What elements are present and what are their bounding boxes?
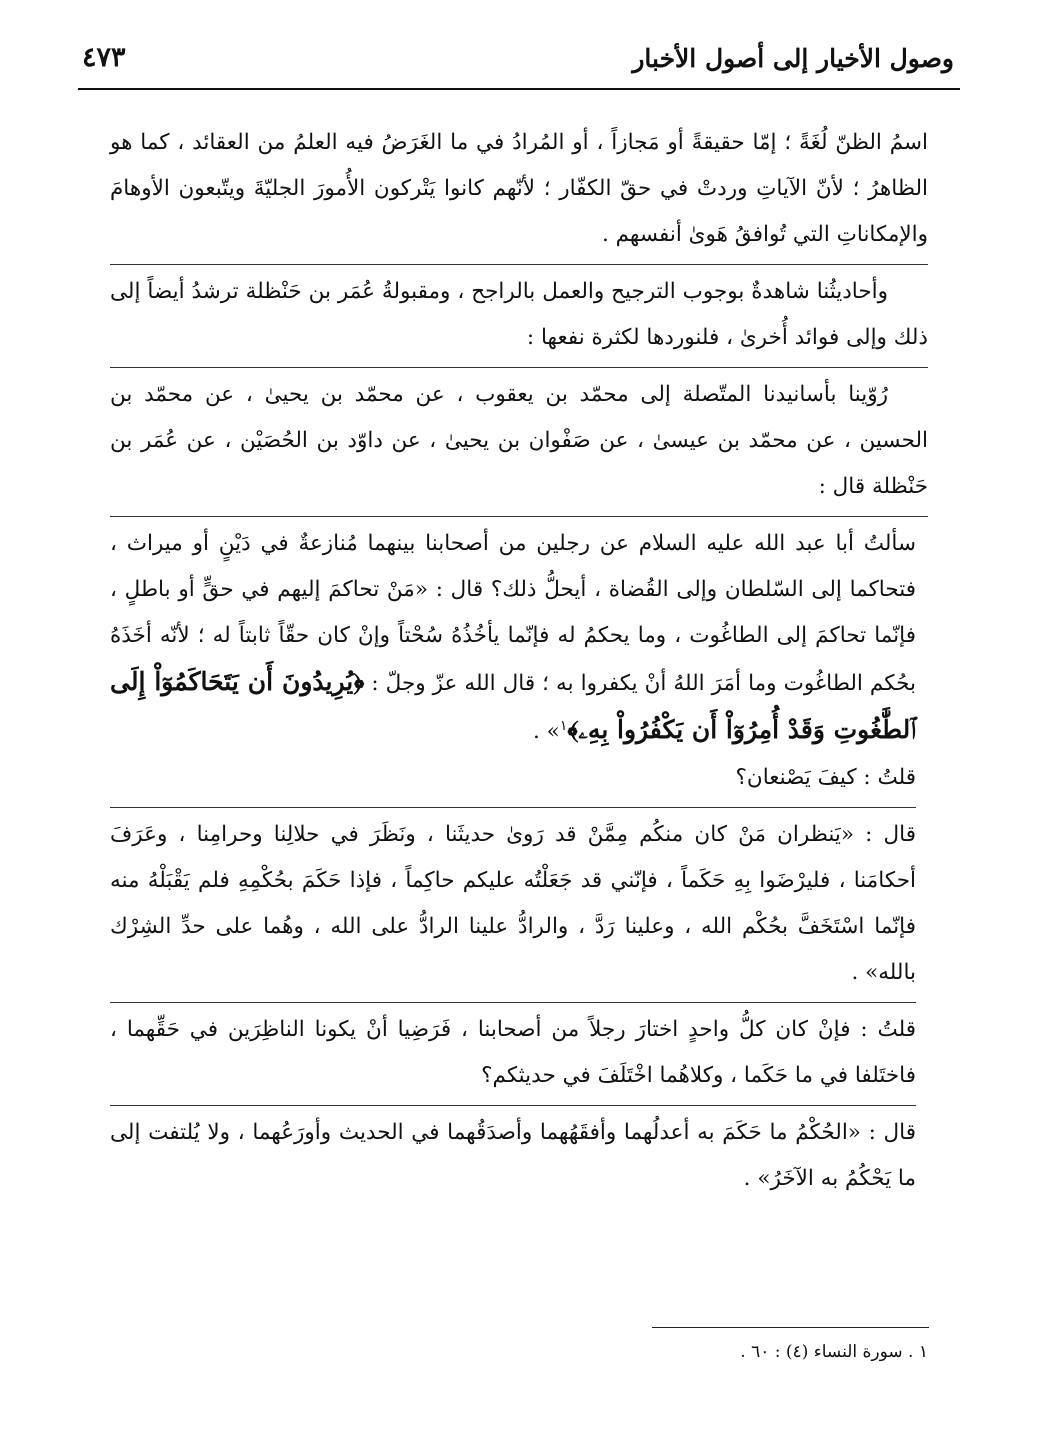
paragraph-1: اسمُ الظنّ لُغَةً ؛ إمّا حقيقةً أو مَجازاً ، أو المُرادُ في ما الغَرَضُ فيه العلمُ من العقائد ، كما هو الظاهرُ ؛ لأنّ الآياتِ وردتْ في حقّ الكفّار ؛ لأنّهم كانوا يَتْركون الأُمورَ الجليّةَ ويتّبعون الأوهامَ والإمكاناتِ التي تُوافقُ هَوىٰ أنفسهم .	[110, 130, 928, 247]
page-number: ٤٧٣	[82, 42, 126, 73]
hadith-text-before-verse: سألتُ أبا عبد الله عليه السلام عن رجلين من أصحابنا بينهما مُنازعةٌ في دَيْنٍ أو ميراث ، فتحاكما إلى السّلطان وإلى القُضاة ، أيحلُّ ذلك؟ قال : «مَنْ تحاكمَ إليهم في حقٍّ أو باطلٍ ، فإنّما تحاكمَ إلى الطاغُوت ، وما يحكمُ له فإنّما يأخُذُهُ سُحْتاً وإنْ كان حقّاً ثابتاً له ؛ لأنّه أخَذَهُ بحُكم الطاغُوت وما أمَرَ اللهُ أنْ يكفروا به ؛ قال الله عزّ وجلّ :	[110, 531, 916, 696]
hadith-question-3: قلتُ : فإنْ كان كلُّ واحدٍ اختارَ رجلاً من أصحابنا ، فَرَضِيا أنْ يكونا الناظِرَين في حَقِّهما ، فاختَلفا في ما حَكَما ، وكلاهُما اخْتَلَفَ في حديثكم؟	[110, 1017, 916, 1088]
footnote-rule	[652, 1327, 929, 1328]
section-divider	[110, 1002, 916, 1003]
hadith-block	[110, 521, 928, 1202]
hadith-question-1	[110, 521, 916, 755]
running-title: وصول الأخيار إلى أصول الأخبار	[632, 44, 954, 73]
footnote-ref[interactable]: ١	[559, 717, 568, 734]
paragraph-3: رُوّينا بأسانيدنا المتّصلة إلى محمّد بن يعقوب ، عن محمّد بن يحيىٰ ، عن محمّد بن الحسين ، عن محمّد بن عيسىٰ ، عن صَفْوان بن يحيىٰ ، عن داوّد بن الحُصَيْن ، عن عُمَر بن حَنْظلة قال :	[110, 382, 928, 499]
section-divider	[110, 264, 928, 265]
quran-verse: ﴿يُرِيدُونَ أَن يَتَحَاكَمُوٓاْ إِلَى ٱلطَّٰغُوتِ وَقَدْ أُمِرُوٓاْ أَن يَكْفُرُواْ بِهِۦ﴾	[110, 667, 916, 744]
footnote: ١ . سورة النساء (٤) : ٦٠ .	[740, 1342, 928, 1362]
section-divider	[110, 1105, 916, 1106]
section-divider	[110, 516, 928, 517]
section-divider	[110, 367, 928, 368]
body-text	[110, 120, 928, 1202]
hadith-answer-2: قال : «يَنظران مَنْ كان منكُم مِمَّنْ قد رَوىٰ حديثَنا ، ونَظَرَ في حلالِنا وحرامِنا ، وعَرَفَ أحكامَنا ، فليرْضَوا بِهِ حَكَماً ، فإنّني قد جَعَلْتُه عليكم حاكِماً ، فإذا حَكَمَ بحُكْمِهِ فلم يَقْبَلْهُ منه فإنّما اسْتَخَفَّ بحُكْم الله ، وعلينا رَدَّ ، والرادُّ علينا الرادُّ على الله ، وهُما على حدِّ الشِرْك بالله» .	[110, 822, 916, 985]
paragraph-2: وأحاديثُنا شاهدةٌ بوجوب الترجيح والعمل بالراجح ، ومقبولةُ عُمَر بن حَنْظلة ترشدُ أيضاً إلى ذلك وإلى فوائد أُخرىٰ ، فلنوردها لكثرة نفعها :	[110, 279, 928, 350]
hadith-text-after-verse: » .	[533, 719, 560, 744]
hadith-answer-3: قال : «الحُكْمُ ما حَكَمَ به أعدلُهما وأفقَهُهما وأصدَقُهما في الحديث وأورَعُهما ، ولا يُلتفت إلى ما يَحْكُمُ به الآخَرُ» .	[110, 1120, 916, 1191]
hadith-question-2: قلتُ : كيفَ يَصْنعان؟	[735, 765, 916, 790]
section-divider	[110, 807, 916, 808]
page-header	[78, 38, 960, 90]
